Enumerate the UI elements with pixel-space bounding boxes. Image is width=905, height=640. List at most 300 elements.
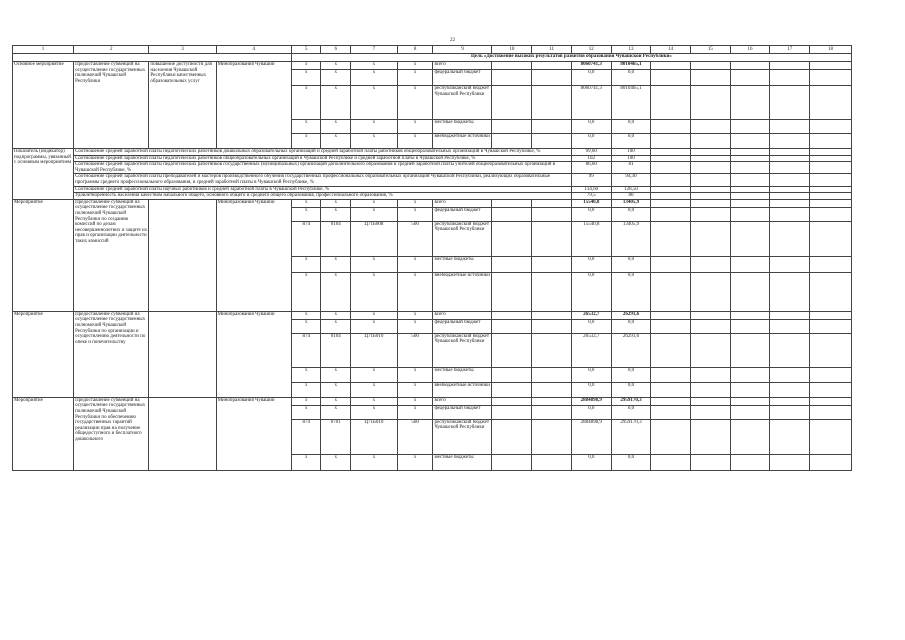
funding-source: всего [433,199,492,207]
funding-row [13,311,852,319]
funding-row [13,62,852,70]
responsible-executor: Минобразования Чувашии [216,199,291,311]
value-col-13: 0,0 [611,382,651,397]
col-14-cell [651,62,691,70]
expense-type: 500 [397,221,433,256]
col-14-cell [651,86,691,120]
indicator-value-13: 100 [611,149,651,156]
col-16-cell [730,319,770,333]
col-16-cell [730,256,770,272]
col-15-cell [691,454,731,470]
col-11-cell [532,397,572,405]
col-16-cell [730,162,770,174]
header-row [13,46,852,54]
event-name: Предоставление субвенций на осуществление государственных полномочий Чувашской Республики по обеспечению государственных гарантий реализации прав на получение общедоступного и бесплатного дошкольного [74,397,149,470]
col-16-cell [730,419,770,454]
col-17-cell [770,419,810,454]
event-type: Мероприятие [13,199,74,311]
header-cell: 8 [397,46,433,54]
col-17-cell [770,272,810,311]
col-14-cell [651,419,691,454]
col-15-cell [691,367,731,382]
col-18-cell [810,70,852,86]
header-cell: 1 [13,46,74,54]
grbs-code: 874 [291,221,321,256]
col-14-cell [651,256,691,272]
funding-source: местные бюджеты [433,120,492,134]
col-11-cell [532,70,572,86]
value-col-12: 0,0 [571,256,611,272]
col-16-cell [730,155,770,162]
col-11-cell [532,199,572,207]
target-article: x [350,397,397,405]
goal-title: Цель «Достижение высоких результатов развития образования Чувашской Республики» [291,54,851,62]
funding-row [13,199,852,207]
col-10-cell [492,62,532,70]
indicator-label: Показатель (индикатор) подпрограммы, увязанный с основным мероприятием [13,149,74,200]
value-col-13: 0,0 [611,256,651,272]
col-17-cell [770,382,810,397]
target-article: x [350,405,397,419]
value-col-13: 13405,9 [611,199,651,207]
col-14-cell [651,120,691,134]
responsible-executor: Минобразования Чувашии [216,62,291,149]
expense-type: x [397,86,433,120]
responsible-executor: Минобразования Чувашии [216,397,291,470]
col-14-cell [651,454,691,470]
col-15-cell [691,405,731,419]
target-article: Ц71Б010 [350,333,397,367]
value-col-12: 0,0 [571,382,611,397]
indicator-value-13: 128,50 [611,186,651,193]
expense-type: 500 [397,333,433,367]
col-18-cell [810,397,852,405]
col-18-cell [810,162,852,174]
value-col-13: 0,0 [611,70,651,86]
target-article: x [350,311,397,319]
header-cell: 9 [433,46,492,54]
col-14-cell [651,221,691,256]
col-16-cell [730,186,770,193]
col-18-cell [810,155,852,162]
col-14-cell [651,199,691,207]
col-17-cell [770,397,810,405]
col-14-cell [651,207,691,221]
expense-type: x [397,454,433,470]
col-16-cell [730,333,770,367]
col-18-cell [810,199,852,207]
col-16-cell [730,405,770,419]
header-cell: 11 [532,46,572,54]
col-18-cell [810,419,852,454]
col-18-cell [810,405,852,419]
value-col-13: 0,0 [611,454,651,470]
col-16-cell [730,120,770,134]
page-number: 22 [450,38,455,43]
col-14-cell [651,193,691,200]
col-15-cell [691,419,731,454]
target-article: x [350,367,397,382]
col-18-cell [810,174,852,186]
section-code: x [321,256,351,272]
header-cell: 6 [321,46,351,54]
value-col-12: 0,0 [571,120,611,134]
funding-source: внебюджетные источники [433,272,492,311]
section-code: x [321,397,351,405]
value-col-12: 8060741,3 [571,62,611,70]
value-col-12: 15540,8 [571,221,611,256]
col-15-cell [691,62,731,70]
col-18-cell [810,382,852,397]
value-col-13: 2959170,3 [611,397,651,405]
grbs-code: x [291,405,321,419]
section-code: x [321,311,351,319]
col-18-cell [810,221,852,256]
col-15-cell [691,120,731,134]
section-code: 0104 [321,221,351,256]
col-17-cell [770,162,810,174]
grbs-code: x [291,311,321,319]
col-15-cell [691,193,731,200]
indicator-value-12: 134,60 [571,186,611,193]
col-17-cell [770,155,810,162]
col-18-cell [810,454,852,470]
col-11-cell [532,311,572,319]
value-col-12: 2884898,9 [571,419,611,454]
target-article: Ц71Б008 [350,221,397,256]
col-17-cell [770,149,810,156]
col-14-cell [651,174,691,186]
col-11-cell [532,134,572,149]
section-code: 0701 [321,419,351,454]
section-code: x [321,367,351,382]
grbs-code: x [291,397,321,405]
section-code: x [321,70,351,86]
col-14-cell [651,382,691,397]
col-17-cell [770,319,810,333]
grbs-code: x [291,256,321,272]
indicator-text: Соотношение средней заработной платы преподавателей и мастеров производственного обучения государственных профессиональных образовательных организаций Чувашской Республики, реализующих образовательные программы среднего профессионального образования, и средней заработной платы в Чувашской Республике, % [74,174,572,186]
responsible-executor: Минобразования Чувашии [216,311,291,397]
indicator-value-13: 81 [611,162,651,174]
col-14-cell [651,311,691,319]
expense-type: x [397,311,433,319]
col-17-cell [770,199,810,207]
col-18-cell [810,62,852,70]
value-col-12: 26532,7 [571,333,611,367]
col-15-cell [691,382,731,397]
col-16-cell [730,193,770,200]
target-article: x [350,272,397,311]
col-18-cell [810,120,852,134]
col-17-cell [770,454,810,470]
section-code: x [321,134,351,149]
col-10-cell [492,333,532,367]
grbs-code: x [291,120,321,134]
header-cell: 2 [74,46,149,54]
col-17-cell [770,186,810,193]
col-18-cell [810,86,852,120]
value-col-12: 0,0 [571,272,611,311]
col-15-cell [691,319,731,333]
col-10-cell [492,311,532,319]
target-article: Ц71Б010 [350,419,397,454]
funding-source: внебюджетные источники [433,382,492,397]
header-cell: 15 [691,46,731,54]
col-14-cell [651,397,691,405]
grbs-code: x [291,62,321,70]
col-14-cell [651,134,691,149]
col-11-cell [532,120,572,134]
col-16-cell [730,272,770,311]
col-18-cell [810,193,852,200]
value-col-12: 0,0 [571,367,611,382]
value-col-12: 8060741,3 [571,86,611,120]
grbs-code: x [291,207,321,221]
value-col-13: 0,0 [611,319,651,333]
col-18-cell [810,333,852,367]
indicator-value-13: 100 [611,155,651,162]
col-10-cell [492,199,532,207]
event-type: Мероприятие [13,311,74,397]
col-10-cell [492,454,532,470]
col-14-cell [651,405,691,419]
event-type: Мероприятие [13,397,74,470]
indicator-row [13,186,852,193]
col-11-cell [532,272,572,311]
col-14-cell [651,367,691,382]
target-article: x [350,199,397,207]
col-10-cell [492,207,532,221]
col-18-cell [810,319,852,333]
indicator-row [13,149,852,156]
col-11-cell [532,419,572,454]
header-cell: 4 [216,46,291,54]
header-cell: 5 [291,46,321,54]
indicator-row [13,162,852,174]
col-10-cell [492,367,532,382]
funding-source: местные бюджеты [433,454,492,470]
grbs-code: x [291,367,321,382]
grbs-code: 874 [291,419,321,454]
expense-type: x [397,62,433,70]
funding-source: всего [433,62,492,70]
indicator-text: Соотношение средней заработной платы научных работников и средней заработной платы в Чувашской Республике, % [74,186,572,193]
col-16-cell [730,70,770,86]
col-11-cell [532,333,572,367]
col-18-cell [810,367,852,382]
col-14-cell [651,149,691,156]
section-code: x [321,405,351,419]
col-14-cell [651,162,691,174]
col-14-cell [651,319,691,333]
indicator-value-13: 94,30 [611,174,651,186]
section-code: x [321,454,351,470]
funding-source: федеральный бюджет [433,207,492,221]
header-cell: 18 [810,46,852,54]
section-code: x [321,86,351,120]
col-16-cell [730,174,770,186]
col-17-cell [770,70,810,86]
value-col-13: 26291,6 [611,333,651,367]
col-11-cell [532,86,572,120]
goal-blank [13,54,292,62]
funding-row [13,397,852,405]
col-16-cell [730,367,770,382]
col-10-cell [492,70,532,86]
value-col-12: 15540,8 [571,199,611,207]
funding-source: республиканский бюджет Чувашской Республики [433,419,492,454]
value-col-13: 0,0 [611,405,651,419]
col-14-cell [651,155,691,162]
col-17-cell [770,367,810,382]
col-15-cell [691,397,731,405]
col-17-cell [770,120,810,134]
col-16-cell [730,454,770,470]
value-col-12: 0,0 [571,405,611,419]
header-cell: 7 [350,46,397,54]
section-code: 0104 [321,333,351,367]
header-cell: 14 [651,46,691,54]
col-15-cell [691,272,731,311]
section-code: x [321,62,351,70]
col-11-cell [532,367,572,382]
event-name: Предоставление субвенций на осуществление государственных полномочий Чувашской Республики [74,62,149,149]
funding-source: республиканский бюджет Чувашской Республики [433,221,492,256]
col-15-cell [691,155,731,162]
grbs-code: 874 [291,333,321,367]
header-cell: 10 [492,46,532,54]
section-code: x [321,120,351,134]
col-17-cell [770,174,810,186]
expense-type: x [397,367,433,382]
col-11-cell [532,405,572,419]
header-cell: 3 [149,46,216,54]
value-col-13: 0,0 [611,207,651,221]
value-col-12: 0,0 [571,70,611,86]
col-16-cell [730,149,770,156]
target-article: x [350,120,397,134]
target-article: x [350,70,397,86]
col-15-cell [691,311,731,319]
funding-source: всего [433,397,492,405]
indicator-row [13,193,852,200]
expense-type: x [397,405,433,419]
value-col-13: 0,0 [611,120,651,134]
expense-type: x [397,134,433,149]
value-col-13: 8010465,1 [611,86,651,120]
expense-type: 500 [397,419,433,454]
funding-source: федеральный бюджет [433,319,492,333]
col-16-cell [730,86,770,120]
indicator-value-12: 102 [571,155,611,162]
goal-row [13,54,852,62]
value-col-12: 0,0 [571,319,611,333]
col-10-cell [492,256,532,272]
col-15-cell [691,186,731,193]
section-code: x [321,207,351,221]
expense-type: x [397,382,433,397]
col-17-cell [770,86,810,120]
section-code: x [321,199,351,207]
col-17-cell [770,405,810,419]
value-col-13: 0,0 [611,367,651,382]
col-18-cell [810,207,852,221]
expense-type: x [397,319,433,333]
col-18-cell [810,186,852,193]
col-15-cell [691,333,731,367]
col-16-cell [730,62,770,70]
expense-type: x [397,256,433,272]
funding-source: местные бюджеты [433,367,492,382]
col-15-cell [691,70,731,86]
col-11-cell [532,256,572,272]
event-result: повышение доступности для населения Чувашской Республики качественных образовательных услуг [149,62,216,149]
grbs-code: x [291,272,321,311]
col-17-cell [770,193,810,200]
col-10-cell [492,134,532,149]
value-col-13: 2959170,3 [611,419,651,454]
section-code: x [321,382,351,397]
col-15-cell [691,207,731,221]
target-article: x [350,454,397,470]
target-article: x [350,86,397,120]
col-11-cell [532,454,572,470]
col-18-cell [810,149,852,156]
header-cell: 16 [730,46,770,54]
indicator-text: Соотношение средней заработной платы педагогических работников государственных (муниципальных) организаций дополнительного образования и средней заработной платы учителей общеобразовательных организаций в Чувашской Республике, % [74,162,572,174]
col-11-cell [532,207,572,221]
col-15-cell [691,199,731,207]
target-article: x [350,319,397,333]
col-10-cell [492,319,532,333]
section-code: x [321,272,351,311]
grbs-code: x [291,86,321,120]
program-table [12,45,852,471]
indicator-row [13,155,852,162]
funding-source: республиканский бюджет Чувашской Республики [433,86,492,120]
col-15-cell [691,256,731,272]
col-17-cell [770,207,810,221]
grbs-code: x [291,319,321,333]
funding-source: внебюджетные источники [433,134,492,149]
col-17-cell [770,333,810,367]
expense-type: x [397,397,433,405]
col-14-cell [651,186,691,193]
expense-type: x [397,199,433,207]
target-article: x [350,207,397,221]
indicator-value-13: 80 [611,193,651,200]
col-17-cell [770,62,810,70]
col-16-cell [730,311,770,319]
col-15-cell [691,221,731,256]
col-10-cell [492,382,532,397]
col-15-cell [691,134,731,149]
col-16-cell [730,207,770,221]
value-col-12: 0,0 [571,454,611,470]
header-cell: 17 [770,46,810,54]
col-16-cell [730,199,770,207]
value-col-13: 26291,6 [611,311,651,319]
col-16-cell [730,382,770,397]
indicator-value-12: 79,5 [571,193,611,200]
expense-type: x [397,120,433,134]
grbs-code: x [291,454,321,470]
col-10-cell [492,405,532,419]
col-10-cell [492,419,532,454]
col-10-cell [492,86,532,120]
expense-type: x [397,207,433,221]
